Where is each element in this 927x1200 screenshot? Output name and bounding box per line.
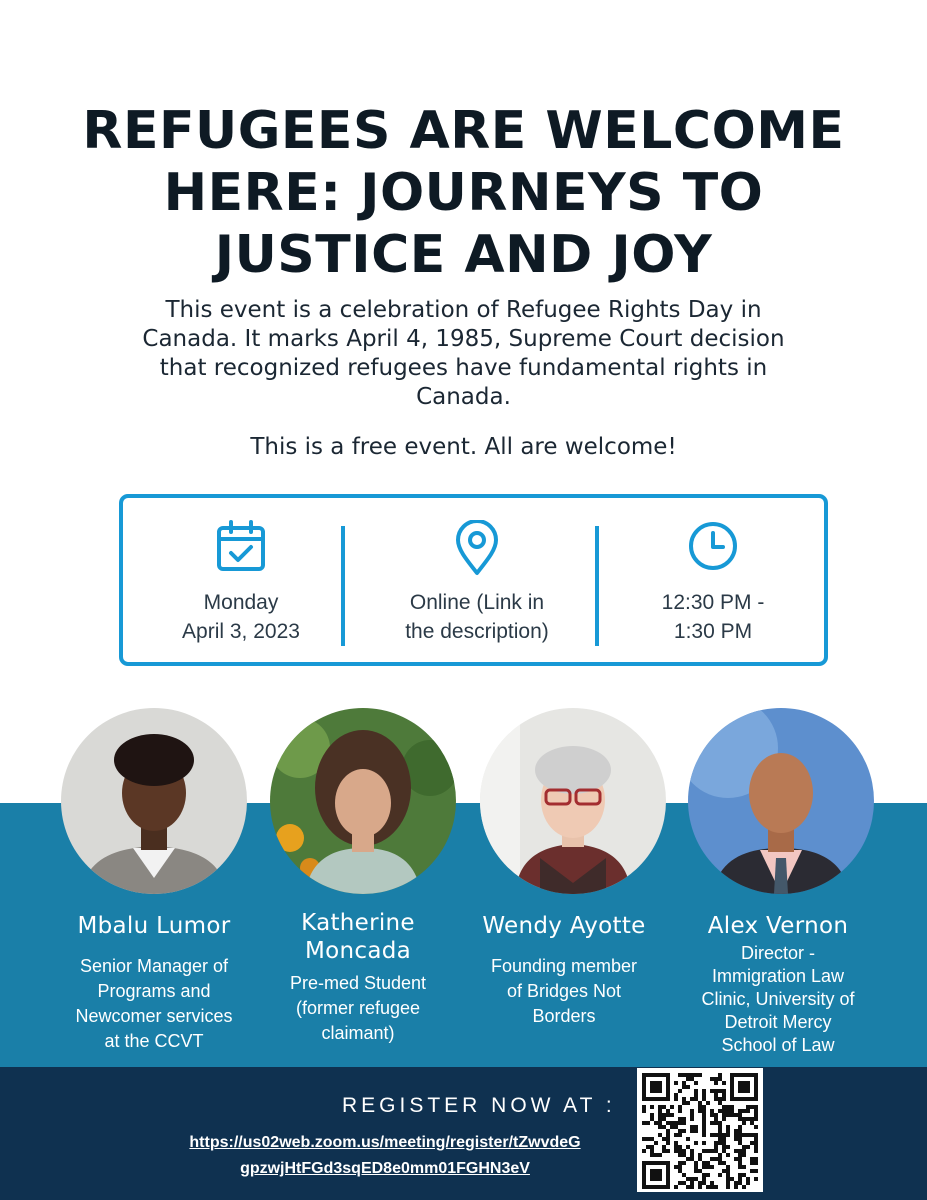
- date-day: Monday: [203, 591, 279, 614]
- time-detail: [595, 498, 831, 662]
- speaker-photo: [480, 708, 666, 894]
- location-detail: [359, 498, 595, 662]
- speaker-role: Pre-med Student (former refugee claimant): [289, 973, 427, 1043]
- speaker-name: Mbalu Lumor: [77, 913, 231, 939]
- speaker-role: Senior Manager of Programs and Newcomer services at the CCVT: [75, 956, 233, 1051]
- clock-icon: [687, 520, 739, 576]
- speaker-role: Founding member of Bridges Not Borders: [490, 956, 638, 1026]
- speaker-card: [54, 912, 254, 1054]
- title-line: JUSTICE AND JOY: [214, 225, 713, 285]
- speaker-photo: [270, 708, 456, 894]
- divider: [341, 526, 345, 646]
- time-end: 1:30 PM: [673, 620, 753, 643]
- description-line: that recognized refugees have fundamental rights in: [159, 355, 768, 381]
- free-event-note: This is a free event. All are welcome!: [250, 434, 677, 460]
- speaker-name: Alex Vernon: [707, 913, 849, 939]
- speaker-role: Director - Immigration Law Clinic, University of Detroit Mercy School of Law: [701, 943, 855, 1055]
- description-line: This event is a celebration of Refugee Rights Day in: [165, 297, 762, 323]
- location-line: Online (Link in: [409, 591, 545, 614]
- date-full: April 3, 2023: [182, 620, 300, 643]
- time-start: 12:30 PM -: [661, 591, 765, 614]
- speaker-photo: [61, 708, 247, 894]
- speaker-card: [464, 912, 664, 1029]
- qr-code[interactable]: [637, 1068, 763, 1192]
- location-pin-icon: [455, 520, 499, 580]
- title-line: HERE: JOURNEYS TO: [163, 163, 764, 223]
- calendar-check-icon: [216, 520, 266, 576]
- speaker-card: [258, 909, 458, 1046]
- description-line: Canada. It marks April 4, 1985, Supreme Court decision: [142, 326, 785, 352]
- date-detail: [123, 498, 359, 662]
- description-line: Canada.: [416, 384, 511, 410]
- registration-link[interactable]: https://us02web.zoom.us/meeting/register/tZwvdeG gpzwjHtFGd3sqED8e0mm01FGHN3eV: [189, 1134, 581, 1177]
- location-line: the description): [405, 620, 549, 643]
- event-description: [110, 296, 817, 412]
- speaker-name: Katherine Moncada: [301, 910, 415, 964]
- speaker-name: Wendy Ayotte: [482, 913, 646, 939]
- speaker-card: [678, 912, 878, 1057]
- event-details-box: [119, 494, 828, 666]
- event-title: [60, 100, 867, 286]
- register-label: REGISTER NOW AT :: [342, 1094, 616, 1117]
- title-line: REFUGEES ARE WELCOME: [82, 101, 845, 161]
- speaker-photo: [688, 708, 874, 894]
